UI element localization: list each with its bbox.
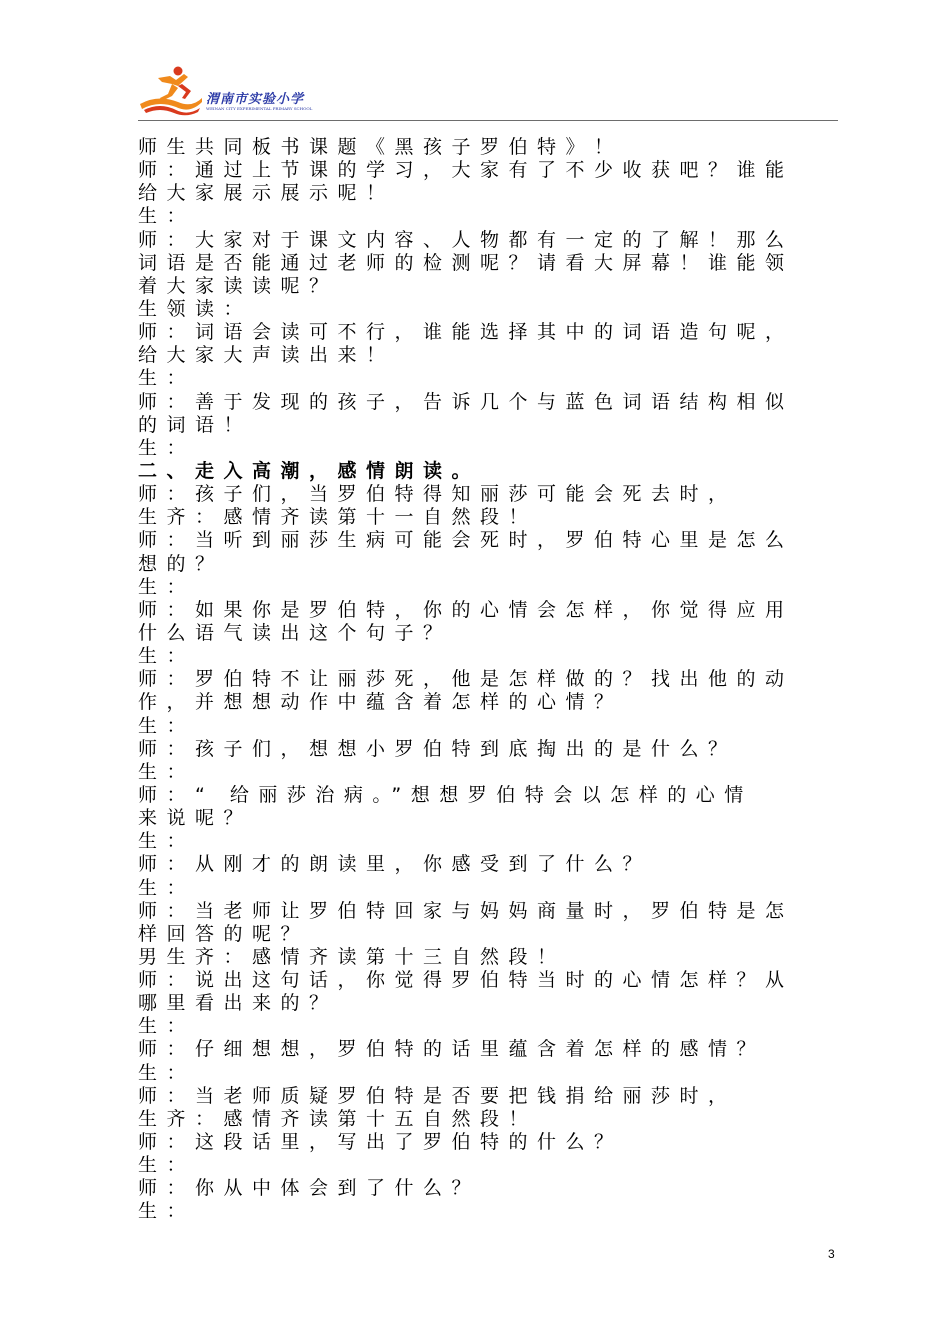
transcript-line: 的词语！ (138, 413, 253, 436)
transcript-line: 生： (138, 714, 196, 737)
header-divider (138, 120, 838, 121)
page-header (138, 64, 838, 122)
transcript-line: 词语是否能通过老师的检测呢？请看大屏幕！谁能领 (138, 251, 794, 274)
transcript-line: 什么语气读出这个句子？ (138, 621, 452, 644)
transcript-line: 师：善于发现的孩子，告诉几个与蓝色词语结构相似 (138, 390, 794, 413)
transcript-line: 生： (138, 645, 196, 668)
school-logo-icon (138, 64, 204, 116)
transcript-line: 男生齐：感情齐读第十三自然段！ (138, 945, 566, 968)
transcript-line: 生齐：感情齐读第十一自然段！ (138, 506, 538, 529)
transcript-line: 生齐：感情齐读第十五自然段！ (138, 1107, 538, 1130)
section-heading: 二、走入高潮，感情朗读。 (138, 459, 481, 482)
transcript-line: 生： (138, 1015, 196, 1038)
transcript-line: 师：大家对于课文内容、人物都有一定的了解！那么 (138, 228, 794, 251)
transcript-line: 生： (138, 760, 196, 783)
transcript-line: 想的？ (138, 552, 224, 575)
transcript-line: 给大家展示展示呢！ (138, 182, 395, 205)
transcript-line: 生： (138, 367, 196, 390)
transcript-line: 师：当老师让罗伯特回家与妈妈商量时，罗伯特是怎 (138, 899, 794, 922)
transcript-line: 生： (138, 436, 196, 459)
transcript-line: 着大家读读呢？ (138, 274, 338, 297)
transcript-line: 师：从刚才的朗读里，你感受到了什么？ (138, 853, 652, 876)
transcript-line: 师：你从中体会到了什么？ (138, 1177, 481, 1200)
transcript-line: 师：如果你是罗伯特，你的心情会怎样，你觉得应用 (138, 598, 794, 621)
transcript-line: 师生共同板书课题《黑孩子罗伯特》！ (138, 136, 623, 158)
transcript-line: 生： (138, 1154, 196, 1177)
transcript-line: 师：孩子们，想想小罗伯特到底掏出的是什么？ (138, 737, 737, 760)
transcript-line: 生： (138, 830, 196, 853)
transcript-line: 师：这段话里，写出了罗伯特的什么？ (138, 1131, 623, 1154)
transcript-line: 生： (138, 1200, 196, 1223)
transcript-line: 生领读： (138, 297, 253, 320)
transcript-line: 师：词语会读可不行，谁能选择其中的词语造句呢， (138, 321, 794, 344)
transcript-line: 师：仔细想想，罗伯特的话里蕴含着怎样的感情？ (138, 1038, 766, 1061)
transcript-line: 哪里看出来的？ (138, 992, 338, 1015)
transcript-line: 给大家大声读出来！ (138, 344, 395, 367)
transcript-line: 师：当老师质疑罗伯特是否要把钱捐给丽莎时， (138, 1084, 737, 1107)
transcript-line: 师：说出这句话，你觉得罗伯特当时的心情怎样？从 (138, 969, 794, 992)
transcript-line: 师：当听到丽莎生病可能会死时，罗伯特心里是怎么 (138, 529, 794, 552)
transcript-line: 生： (138, 876, 196, 899)
transcript-line: 师：罗伯特不让丽莎死，他是怎样做的？找出他的动 (138, 668, 794, 691)
transcript-line: 师：孩子们，当罗伯特得知丽莎可能会死去时， (138, 483, 737, 506)
school-name-english: WEINAN CITY EXPERIMENTAL PRIMARY SCHOOL (206, 106, 313, 111)
transcript-line: 来说呢？ (138, 807, 253, 830)
page-number: 3 (828, 1247, 835, 1261)
transcript-line: 生： (138, 205, 196, 228)
transcript-line: 生： (138, 575, 196, 598)
transcript-line: 师：通过上节课的学习，大家有了不少收获吧？谁能 (138, 159, 794, 182)
transcript-line: 师：“ 给丽莎治病。”想想罗伯特会以怎样的心情 (138, 783, 753, 806)
lesson-transcript (138, 136, 828, 1224)
transcript-line: 生： (138, 1061, 196, 1084)
transcript-line: 样回答的呢？ (138, 922, 310, 945)
school-name: 渭南市实验小学 (206, 92, 305, 107)
transcript-line: 作，并想想动作中蕴含着怎样的心情？ (138, 691, 623, 714)
